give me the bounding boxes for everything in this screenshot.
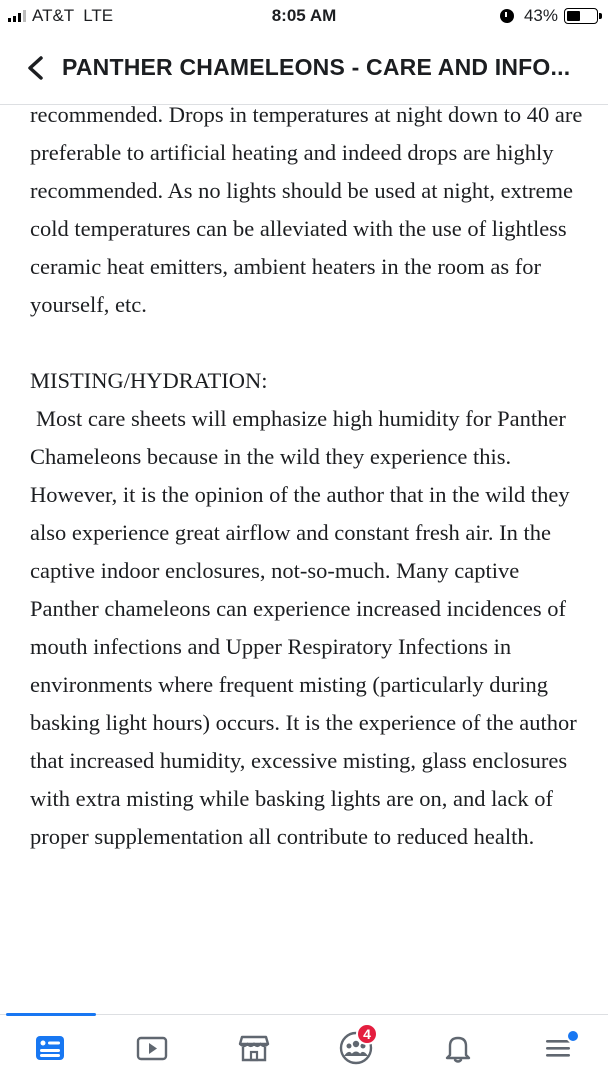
status-time: 8:05 AM — [271, 6, 337, 25]
network-type: LTE — [83, 6, 114, 25]
top-header — [0, 34, 608, 105]
tab-news-feed[interactable] — [20, 1025, 80, 1071]
tab-menu[interactable] — [528, 1025, 588, 1071]
tab-groups[interactable] — [326, 1025, 386, 1071]
battery-info — [500, 6, 598, 26]
section-heading: MISTING/HYDRATION: — [30, 368, 268, 393]
notifications-icon — [441, 1031, 475, 1065]
tab-watch[interactable] — [122, 1025, 182, 1071]
menu-notification-dot — [566, 1029, 580, 1043]
back-arrow-icon — [25, 55, 47, 81]
tab-marketplace[interactable] — [224, 1025, 284, 1071]
watch-icon — [135, 1031, 169, 1065]
carrier-name: AT&T — [32, 6, 75, 25]
page-title: PANTHER CHAMELEONS - CARE AND INFO... — [62, 54, 571, 80]
back-button[interactable] — [16, 48, 56, 88]
marketplace-icon — [237, 1031, 271, 1065]
article-body — [30, 96, 590, 856]
battery-percent: 43% — [523, 6, 558, 25]
active-tab-indicator — [6, 1013, 96, 1016]
status-bar — [0, 0, 608, 34]
alarm-icon — [500, 9, 514, 23]
article-paragraph-2: Most care sheets will emphasize high humidity for Panther Chameleons because in the wild they experience this. However, it is the opinion of the author that in the wild they also experience great airflow and constant fresh air. In the captive indoor enclosures, not-so-much. Many captive Panther chameleons can experience increased incidences of mouth infections and Upper Respiratory Infections in environments where frequent misting (particularly during basking light hours) occurs. It is the experience of the author that increased humidity, excessive misting, glass enclosures with extra misting while basking lights are on, and lack of proper supplementation all contribute to reduced health. — [30, 406, 577, 849]
tab-notifications[interactable] — [428, 1025, 488, 1071]
battery-icon — [564, 8, 598, 24]
article-paragraph-1: recommended. Drops in temperatures at night down to 40 are preferable to artificial heating and indeed drops are highly recommended. As no lights should be used at night, extreme cold temperatures can be alleviated with the use of lightless ceramic heat emitters, ambient heaters in the room as for yourself, etc. — [30, 102, 583, 317]
bottom-tab-bar — [0, 1014, 608, 1081]
news-feed-icon — [33, 1031, 67, 1065]
groups-badge: 4 — [356, 1023, 378, 1045]
